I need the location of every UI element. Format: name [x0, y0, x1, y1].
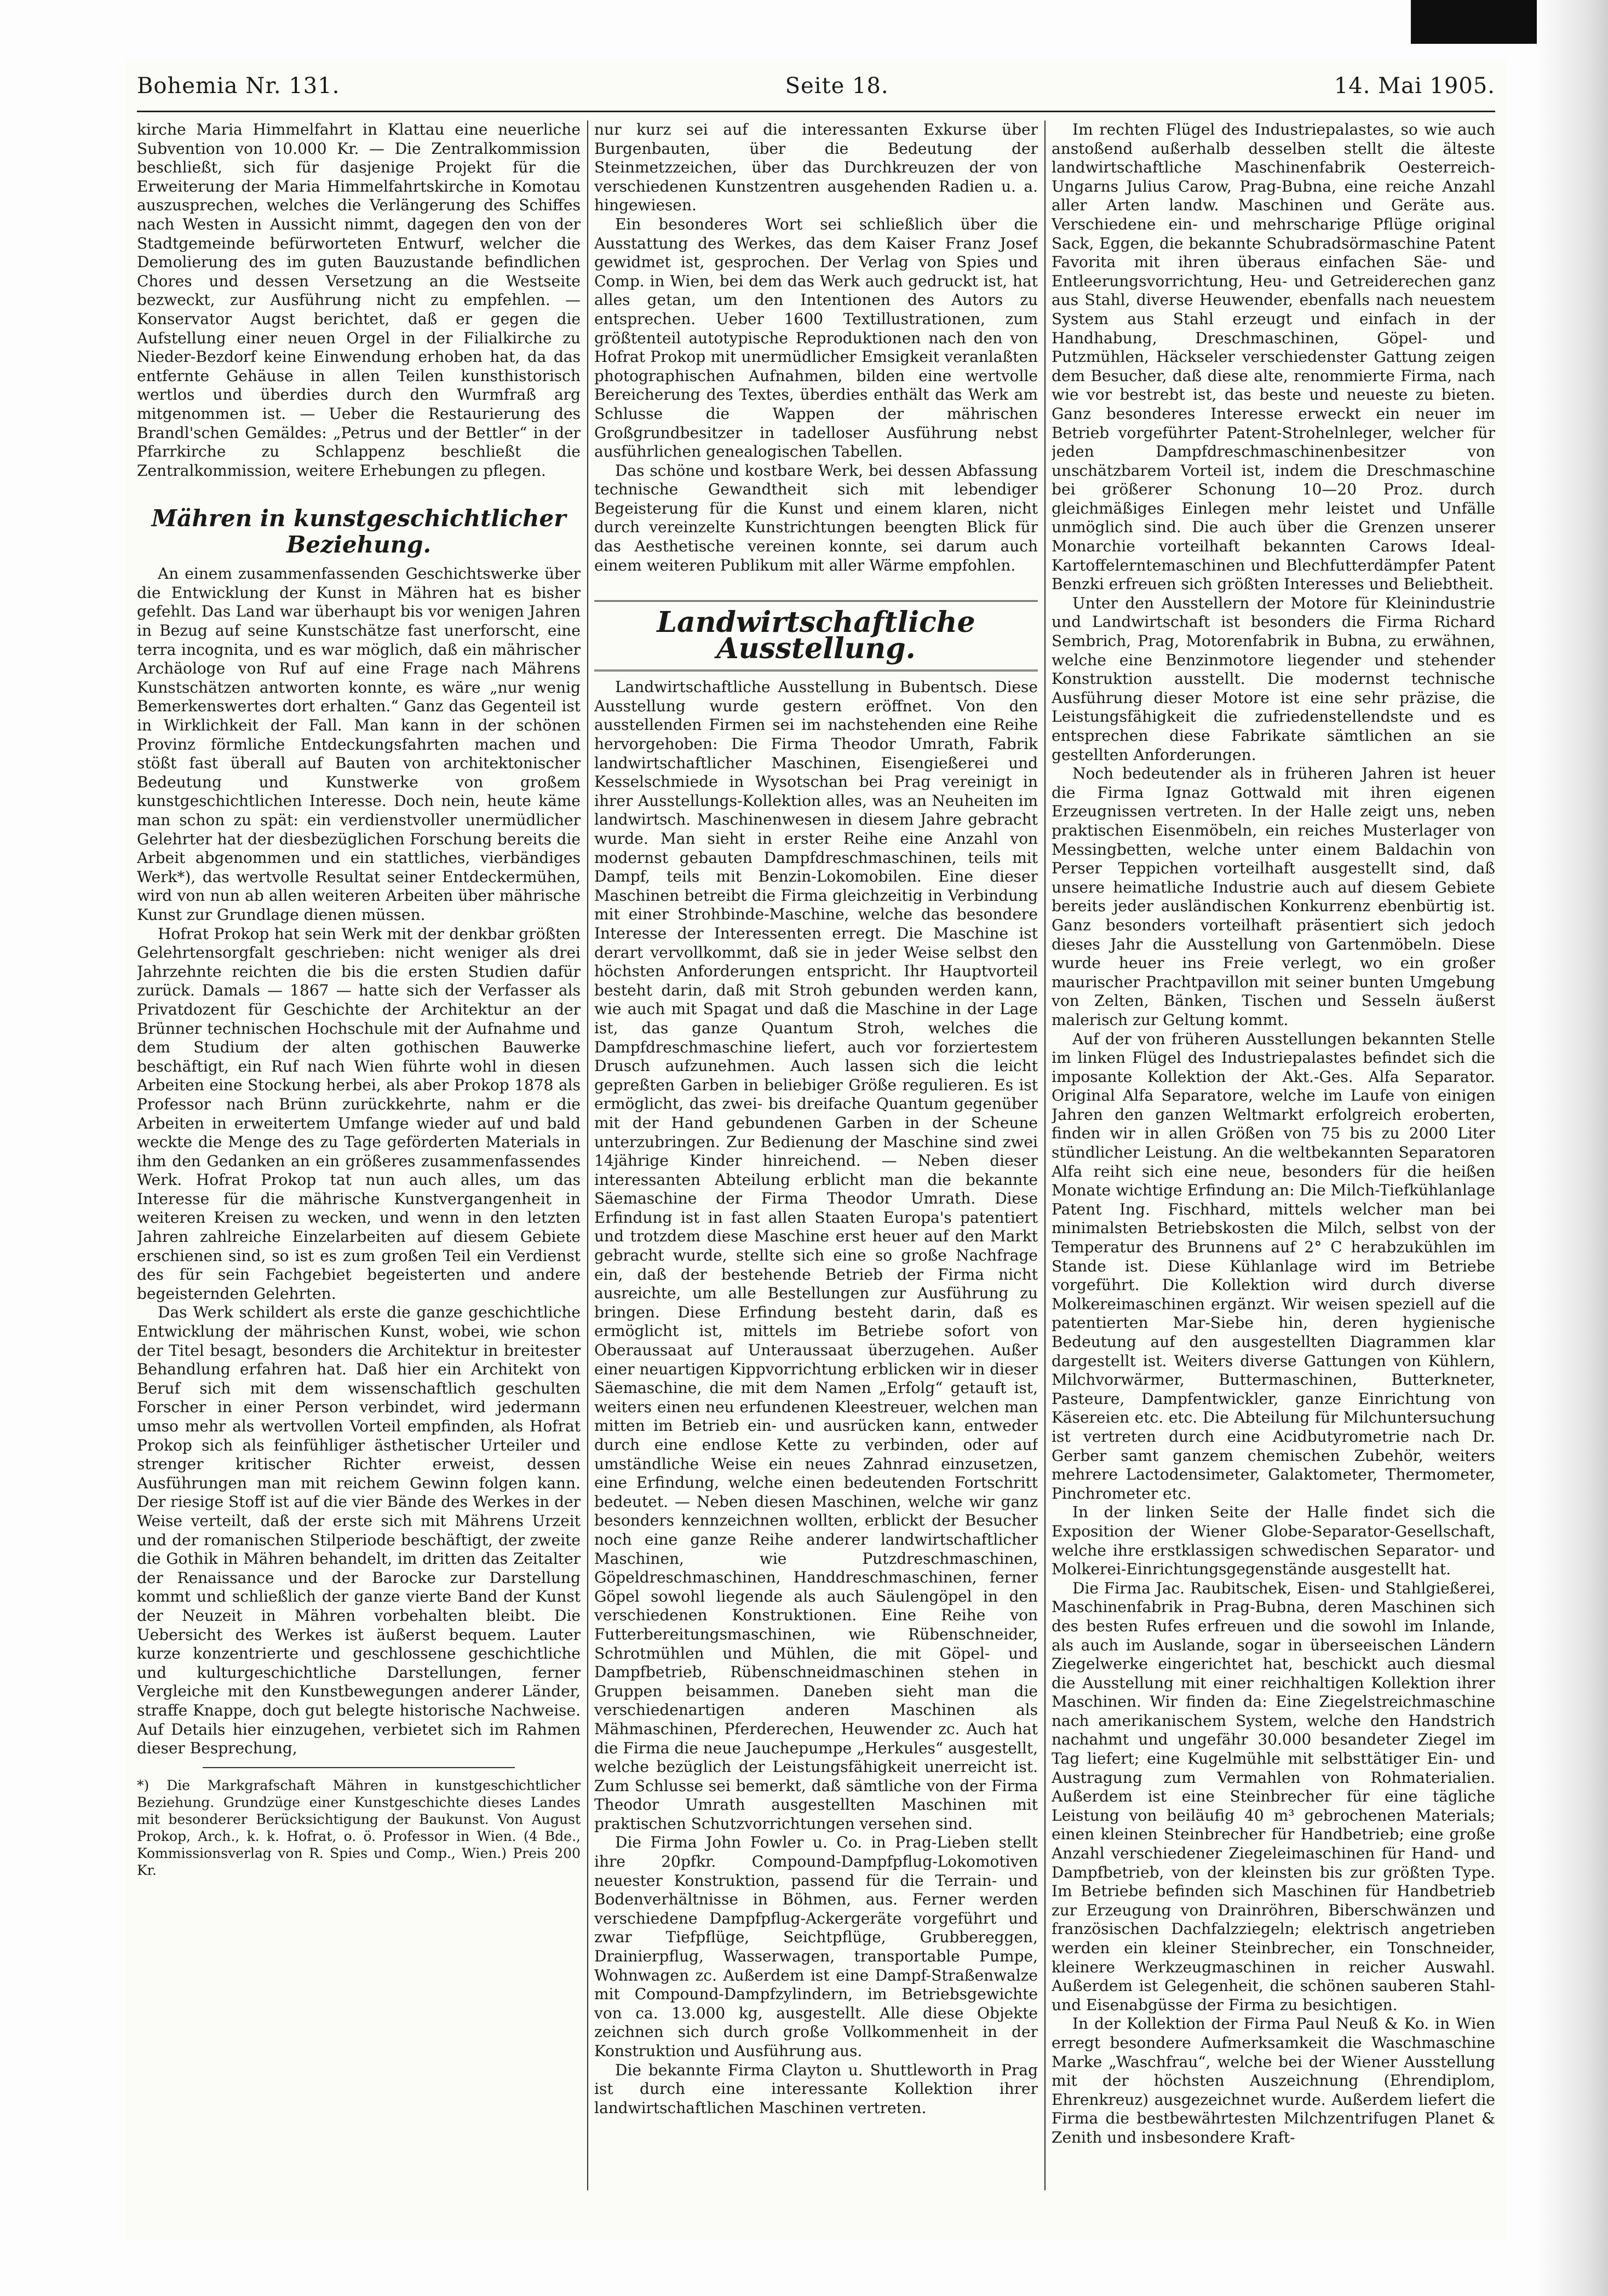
- column-2: [594, 120, 1038, 2201]
- article-headline-maehren: Mähren in kunstgeschichtlicher Beziehung.: [151, 505, 566, 559]
- article-paragraph: Die Firma John Fowler u. Co. in Prag-Lieben stellt ihre 20pfkr. Compound-Dampfpflug-Lokomotiven neuester Konstruktion, passend für die Terrain- und Bodenverhältnisse in Böhmen, aus. Ferner werden verschiedene Dampfpflug-Ackergeräte vorgeführt und zwar Tiefpflüge, Seichtpflüge, Grubbereggen, Drainierpflug, Wasserwagen, transportable Pumpe, Wohnwagen zc. Außerdem ist eine Dampf-Straßenwalze mit Compound-Dampfzylindern, im Betriebsgewichte von ca. 13.000 kg, ausgestellt. Alle diese Objekte zeichnen sich durch große Vollkommenheit in der Konstruktion und Ausführung aus.: [594, 1833, 1038, 2060]
- footnote: [137, 1777, 581, 1879]
- footnote-rule: [203, 1767, 515, 1768]
- article-paragraph: Auf der von früheren Ausstellungen bekannten Stelle im linken Flügel des Industriepalastes befindet sich die imposante Kollektion der Akt.-Ges. Alfa Separator. Original Alfa Separatore, welche im Laufe von einigen Jahren den ganzen Weltmarkt erfolgreich eroberten, finden wir in allen Größen von 75 bis zu 2000 Liter stündlicher Leistung. An die weltbekannten Separatoren Alfa reiht sich eine neue, besonders für die heißen Monate wichtige Erfindung an: Die Milch-Tiefkühlanlage Patent Ing. Fischhard, mittels welcher man bei minimalsten Betriebskosten die Milch, selbst von der Temperatur des Brunnens auf 2° C herabzukühlen im Stande ist. Diese Kühlanlage wird im Betriebe vorgeführt. Die Kollektion wird durch diverse Molkereimaschinen ergänzt. Wir weisen speziell auf die patentierten Mar-Siebe hin, deren hygienische Bedeutung auf den ausgestellten Diagrammen klar dargestellt ist. Weiters diverse Gattungen von Kühlern, Milchvorwärmer, Buttermaschinen, Butterkneter, Pasteure, Dampfentwickler, ganze Einrichtung von Käsereien etc. etc. Die Abteilung für Milchuntersuchung ist vertreten durch eine Acidbutyrometrie nach Dr. Gerber samt ganzem chemischen Zubehör, weiters mehrere Lactodensimeter, Galaktometer, Thermometer, Pinchrometer etc.: [1052, 1029, 1495, 1503]
- article-paragraph: An einem zusammenfassenden Geschichtswerke über die Entwicklung der Kunst in Mähren hat es bisher gefehlt. Das Land war überhaupt bis vor wenigen Jahren in Bezug auf seine Kunstschätze fast unerforscht, eine terra incognita, und es war möglich, daß ein mährischer Archäologe von Ruf auf eine Frage nach Mährens Kunstschätzen antworten konnte, es wäre „nur wenig Bemerkenswertes dort erhalten.“ Ganz das Gegenteil ist in Wirklichkeit der Fall. Man kann in der schönen Provinz förmliche Entdeckungsfahrten machen und stößt fast überall auf Bauten von architektonischer Bedeutung und Kunstwerke von großem kunstgeschichtlichen Interesse. Doch nein, heute käme man schon zu spät: ein verdienstvoller unermüdlicher Gelehrter hat der diesbezüglichen Forschung bereits die Arbeit abgenommen und ein stattliches, vierbändiges Werk*), das wertvolle Resultat seiner Entdeckermühen, wird von nun ab allen weiteren Arbeiten über mährische Kunst zur Grundlage dienen müssen.: [137, 565, 581, 924]
- article-paragraph: nur kurz sei auf die interessanten Exkurse über Burgenbauten, über die Bedeutung der Steinmetzzeichen, über das Durchkreuzen der von verschiedenen Kunstzentren ausgehenden Radien u. a. hingewiesen.: [594, 120, 1038, 215]
- article-paragraph: kirche Maria Himmelfahrt in Klattau eine neuerliche Subvention von 10.000 Kr. — Die Zentralkommission beschließt, sich für dasjenige Projekt für die Erweiterung der Maria Himmelfahrtskirche in Komotau auszusprechen, welches die Verlängerung des Schiffes nach Westen in Aussicht nimmt, dagegen den von der Stadtgemeinde befürworteten Entwurf, welcher die Demolierung des im guten Bauzustande befindlichen Chores und dessen Versetzung an die Westseite bezweckt, zur Ausführung nicht zu empfehlen. — Konservator Augst berichtet, daß er gegen die Aufstellung einer neuen Orgel in der Filialkirche zu Nieder-Bezdorf keine Einwendung erhoben hat, da das entfernte Gehäuse in allen Teilen kunsthistorisch wertlos und überdies durch den Wurmfraß arg mitgenommen ist. — Ueber die Restaurierung des Brandl'schen Gemäldes: „Petrus und der Bettler“ in der Pfarrkirche zu Schlappenz beschließt die Zentralkommission, weitere Erhebungen zu pflegen.: [137, 120, 581, 480]
- column-divider-1: [587, 120, 588, 2190]
- header-date: 14. Mai 1905.: [1334, 73, 1495, 99]
- article-paragraph: Unter den Ausstellern der Motore für Kleinindustrie und Landwirtschaft ist besonders die Firma Richard Sembrich, Prag, Motorenfabrik in Bubna, zu erwähnen, welche eine Benzinmotore liegender und stehender Konstruktion ausstellt. Die modernst technische Ausführung dieser Motore ist eine sehr präzise, die Leistungsfähigkeit die zufriedenstellendste und es entsprechen diese Fabrikate sämtlichen an sie gestellten Anforderungen.: [1052, 594, 1495, 764]
- article-paragraph: In der linken Seite der Halle findet sich die Exposition der Wiener Globe-Separator-Gesellschaft, welche ihre erstklassigen schwedischen Separator- und Molkerei-Einrichtungsgegenstände ausgestellt hat.: [1052, 1503, 1495, 1579]
- article-paragraph: Ein besonderes Wort sei schließlich über die Ausstattung des Werkes, das dem Kaiser Franz Josef gewidmet ist, gesprochen. Der Verlag von Spies und Comp. in Wien, bei dem das Werk auch gedruckt ist, hat alles getan, um den Intentionen des Autors zu entsprechen. Ueber 1600 Textillustrationen, zum größtenteil autotypische Reproduktionen nach den von Hofrat Prokop mit unermüdlicher Emsigkeit veranlaßten photographischen Aufnahmen, bilden eine wertvolle Bereicherung des Textes, überdies enthält das Werk am Schlusse die Wappen der mährischen Großgrundbesitzer in tadelloser Ausführung nebst ausführlichen genealogischen Tabellen.: [594, 215, 1038, 461]
- article-paragraph: In der Kollektion der Firma Paul Neuß & Ko. in Wien erregt besondere Aufmerksamkeit die Waschmaschine Marke „Waschfrau“, welche bei der Wiener Ausstellung mit der höchsten Auszeichnung (Ehrendiplom, Ehrenkreuz) ausgezeichnet wurde. Außerdem liefert die Firma die bestbewährtesten Milchzentrifugen Planet & Zenith und insbesondere Kraft-: [1052, 2015, 1495, 2147]
- footnote-text: *) Die Markgrafschaft Mähren in kunstgeschichtlicher Beziehung. Grundzüge einer Kunstgeschichte dieses Landes mit besonderer Berücksichtigung der Baukunst. Von August Prokop, Arch., k. k. Hofrat, o. ö. Professor in Wien. (4 Bde., Kommissionsverlag von R. Spies und Comp., Wien.) Preis 200 Kr.: [137, 1777, 581, 1878]
- article-paragraph: Das Werk schildert als erste die ganze geschichtliche Entwicklung der mährischen Kunst, wobei, wie schon der Titel besagt, besonders die Architektur in breitester Behandlung erfahren hat. Daß hier ein Architekt von Beruf sich mit dem wissenschaftlich geschulten Forscher in einer Person verbindet, wird jedermann umso mehr als wertvollen Vorteil empfinden, als Hofrat Prokop sich als feinfühliger ästhetischer Urteiler und strenger kritischer Richter erweist, dessen Ausführungen man mit reichem Gewinn folgen kann. Der riesige Stoff ist auf die vier Bände des Werkes in der Weise verteilt, daß der erste sich mit Mährens Urzeit und der romanischen Stilperiode beschäftigt, der zweite die Gothik in Mähren behandelt, im dritten das Zeitalter der Renaissance und der Barocke zur Darstellung kommt und schließlich der ganze vierte Band der Kunst der Neuzeit in Mähren vorbehalten bleibt. Die Uebersicht des Werkes ist äußerst bequem. Lauter kurze konzentrierte und geschlossene geschichtliche und kulturgeschichtliche Darstellungen, ferner Vergleiche mit den Kunstbewegungen anderer Länder, straffe Knappe, doch gut belegte historische Nachweise. Auf Details hier einzugehen, verbietet sich im Rahmen dieser Besprechung,: [137, 1303, 581, 1758]
- article-paragraph: Landwirtschaftliche Ausstellung in Bubentsch. Diese Ausstellung wurde gestern eröffnet. Von den ausstellenden Firmen sei im nachstehenden eine Reihe hervorgehoben: Die Firma Theodor Umrath, Fabrik landwirtschaftlicher Maschinen, Eisengießerei und Kesselschmiede in Wysotschan bei Prag vereinigt in ihrer Ausstellungs-Kollektion alles, was an Neuheiten im landwirtsch. Maschinenwesen in diesem Jahre gebracht wurde. Man sieht in erster Reihe eine Anzahl von modernst gebauten Dampfdreschmaschinen, teils mit Dampf, teils mit Benzin-Lokomobilen. Eine dieser Maschinen betreibt die Firma gleichzeitig in Verbindung mit einer Strohbinde-Maschine, welche das besondere Interesse der Interessenten erregt. Die Maschine ist derart vervollkommt, daß sie in jeder Weise selbst den höchsten Anforderungen entspricht. Ihr Hauptvorteil besteht darin, daß mit Stroh gebunden werden kann, wie auch mit Spagat und daß die Maschine in der Lage ist, das ganze Quantum Stroh, welches die Dampfdreschmaschine liefert, auch vor forziertestem Drusch aufzunehmen. Auch lassen sich die leicht gepreßten Garben in beliebiger Größe regulieren. Es ist ermöglicht, das zwei- bis dreifache Quantum gegenüber mit der Hand gebundenen Garben in der Scheune unterzubringen. Zur Bedienung der Maschine sind zwei 14jährige Kinder hinreichend. — Neben dieser interessanten Abteilung erblicht man die bekannte Säemaschine der Firma Theodor Umrath. Diese Erfindung ist in fast allen Staaten Europa's patentiert und trotzdem diese Maschine erst heuer auf den Markt gebracht wurde, stellte sich eine so große Nachfrage ein, daß der bestehende Betrieb der Firma nicht ausreichte, um alle Bestellungen zur Ausführung zu bringen. Diese Erfindung besteht darin, daß es ermöglicht ist, mittels im Betriebe sofort von Oberaussaat auf Unteraussaat überzugehen. Außer einer neuartigen Kippvorrichtung erblicken wir in dieser Säemaschine, die mit dem Namen „Erfolg“ getauft ist, weiters einen neu erfundenen Kleestreuer, welchen man mitten im Betrieb ein- und ausrücken kann, entweder durch eine endlose Kette zu verbinden, oder auf umständliche Weise ein neues Zahnrad einzusetzen, eine Erfindung, welche einen bedeutenden Fortschritt bedeutet. — Neben diesen Maschinen, welche wir ganz besonders kennzeichnen wollten, erblickt der Besucher noch eine ganze Reihe anderer landwirtschaftlicher Maschinen, wie Putzdreschmaschinen, Göpeldreschmaschinen, Handdreschmaschinen, ferner Göpel sowohl liegende als auch Säulengöpel in den verschiedenen Konstruktionen. Eine Reihe von Futterbereitungsmaschinen, wie Rübenschneider, Schrotmühlen und Mühlen, die mit Göpel- und Dampfbetrieb, Rübenschneidmaschinen stehen in Gruppen beisammen. Daneben sieht man die verschiedenartigen anderen Maschinen als Mähmaschinen, Pferderechen, Heuwender zc. Auch hat die Firma die neue Jauchepumpe „Herkules“ ausgestellt, welche bezüglich der Leistungsfähigkeit unerreicht ist. Zum Schlusse sei bemerkt, daß sämtliche von der Firma Theodor Umrath ausgestellten Maschinen mit praktischen Schutzvorrichtungen versehen sind.: [594, 678, 1038, 1833]
- newspaper-page: [126, 60, 1506, 2240]
- article-paragraph: Die bekannte Firma Clayton u. Shuttleworth in Prag ist durch eine interessante Kollektion ihrer landwirtschaftlichen Maschinen vertreten.: [594, 2061, 1038, 2117]
- scan-gutter-shadow: [1537, 0, 1608, 2296]
- header-page-number: Seite 18.: [785, 73, 889, 99]
- article-headline-ausstellung: Landwirtschaftliche Ausstellung.: [594, 600, 1038, 671]
- article-paragraph: Die Firma Jac. Raubitschek, Eisen- und Stahlgießerei, Maschinenfabrik in Prag-Bubna, deren Maschinen sich des besten Rufes erfreuen und die sowohl im Inlande, als auch im Auslande, sogar in überseeischen Ländern Ziegelwerke eingerichtet hat, beschickt auch diesmal die Ausstellung mit einer reichhaltigen Kollektion ihrer Maschinen. Wir finden da: Eine Ziegelstreichmaschine nach amerikanischem System, welche den Handstrich nachahmt und ungefähr 30.000 besandeter Ziegel im Tag liefert; eine Kugelmühle mit selbsttätiger Ein- und Austragung zum Vermahlen von Rohmaterialien. Außerdem ist eine Steinbrecher für eine tägliche Leistung von beiläufig 40 m³ gebrochenen Materials; einen kleinen Steinbrecher für Handbetrieb; eine große Anzahl verschiedener Ziegeleimaschinen für Hand- und Dampfbetrieb, von der kleinsten bis zur größten Type. Im Betriebe befinden sich Maschinen für Handbetrieb zur Erzeugung von Drainröhren, Biberschwänzen und französischen Dachfalzziegeln; elektrisch angetrieben werden ein kleiner Steinbrecher, ein Tonschneider, kleinere Werkzeugmaschinen in reicher Auswahl. Außerdem ist Gelegenheit, die schönen sauberen Stahl- und Eisenabgüsse der Firma zu besichtigen.: [1052, 1579, 1495, 2014]
- column-1: [137, 120, 581, 2201]
- article-paragraph: Noch bedeutender als in früheren Jahren ist heuer die Firma Ignaz Gottwald mit ihren eigenen Erzeugnissen vertreten. In der Halle zeigt uns, neben praktischen Eisenmöbeln, ein reiches Musterlager von Messingbetten, welche unter einem Baldachin von Perser Teppichen vorteilhaft ausgestellt sind, daß unsere heimatliche Industrie auch auf diesem Gebiete bereits jeder ausländischen Konkurrenz ebenbürtig ist. Ganz besonders vorteilhaft präsentiert sich jedoch dieses Jahr die Ausstellung von Gartenmöbeln. Diese wurde heuer ins Freie verlegt, wo ein großer maurischer Prachtpavillon mit seiner bunten Umgebung von Zelten, Bänken, Tischen und Sesseln äußerst malerisch zur Geltung kommt.: [1052, 764, 1495, 1029]
- article-paragraph: Im rechten Flügel des Industriepalastes, so wie auch anstoßend außerhalb desselben stellt die älteste landwirtschaftliche Maschinenfabrik Oesterreich-Ungarns Julius Carow, Prag-Bubna, eine reiche Anzahl aller Arten landw. Maschinen und Geräte aus. Verschiedene ein- und mehrscharige Pflüge original Sack, Eggen, die bekannte Schubradsörmaschine Patent Favorita mit ihren überaus einfachen Säe- und Entleerungsvorrichtung, Heu- und Getreiderechen ganz aus Stahl, diverse Heuwender, ebenfalls nach neuestem System aus Stahl erzeugt und einfach in der Handhabung, Dreschmaschinen, Göpel- und Putzmühlen, Häckseler verschiedenster Gattung zeigen dem Besucher, daß diese alte, renommierte Firma, nach wie vor bestrebt ist, das beste und neueste zu bieten. Ganz besonderes Interesse erweckt ein neuer im Betrieb vorgeführter Patent-Strohelnleger, welcher für jeden Dampfdreschmaschinenbesitzer von unschätzbarem Vorteil ist, indem die Dreschmaschine bei größerer Schonung 10—20 Proz. durch gleichmäßiges Einlegen mehr leistet und Unfälle unmöglich sind. Die auch über die Grenzen unserer Monarchie vorteilhaft bekannten Carows Ideal-Kartoffelerntemaschinen und Blechfutterdämpfer Patent Benzki erfreuen sich größten Interesses und Beliebtheit.: [1052, 120, 1495, 594]
- column-divider-2: [1044, 120, 1046, 2190]
- header-issue: Bohemia Nr. 131.: [137, 73, 340, 99]
- article-paragraph: Das schöne und kostbare Werk, bei dessen Abfassung technische Gewandtheit sich mit lebendiger Begeisterung für die Kunst und einem klaren, nicht durch vereinzelte Kunstrichtungen beengten Blick für das Aesthetische vereinen konnte, sei darum auch einem weiteren Publikum mit aller Wärme empfohlen.: [594, 461, 1038, 574]
- article-paragraph: Hofrat Prokop hat sein Werk mit der denkbar größten Gelehrtensorgfalt geschrieben: nicht weniger als drei Jahrzehnte reichten die bis die ersten Studien dafür zurück. Damals — 1867 — hatte sich der Verfasser als Privatdozent für Geschichte der Architektur an der Brünner technischen Hochschule mit der Aufnahme und dem Studium der alten gothischen Bauwerke beschäftigt, ein Ruf nach Wien führte wohl in diesen Arbeiten eine Stockung herbei, als aber Prokop 1878 als Professor nach Brünn zurückkehrte, nahm er die Arbeiten in erweitertem Umfange wieder auf und bald weckte die Menge des zu Tage geförderten Materials in ihm den Gedanken an ein größeres zusammenfassendes Werk. Hofrat Prokop tat nun auch alles, um das Interesse für die mährische Kunstvergangenheit in weiteren Kreisen zu wecken, und wenn in den letzten Jahren zahlreiche Einzelarbeiten auf diesem Gebiete erschienen sind, so ist es zum großen Teil ein Verdienst des für sein Fachgebiet begeisterten und andere begeisternden Gelehrten.: [137, 924, 581, 1303]
- page-header: [137, 67, 1495, 105]
- header-rule: [137, 111, 1495, 112]
- column-3: [1052, 120, 1495, 2201]
